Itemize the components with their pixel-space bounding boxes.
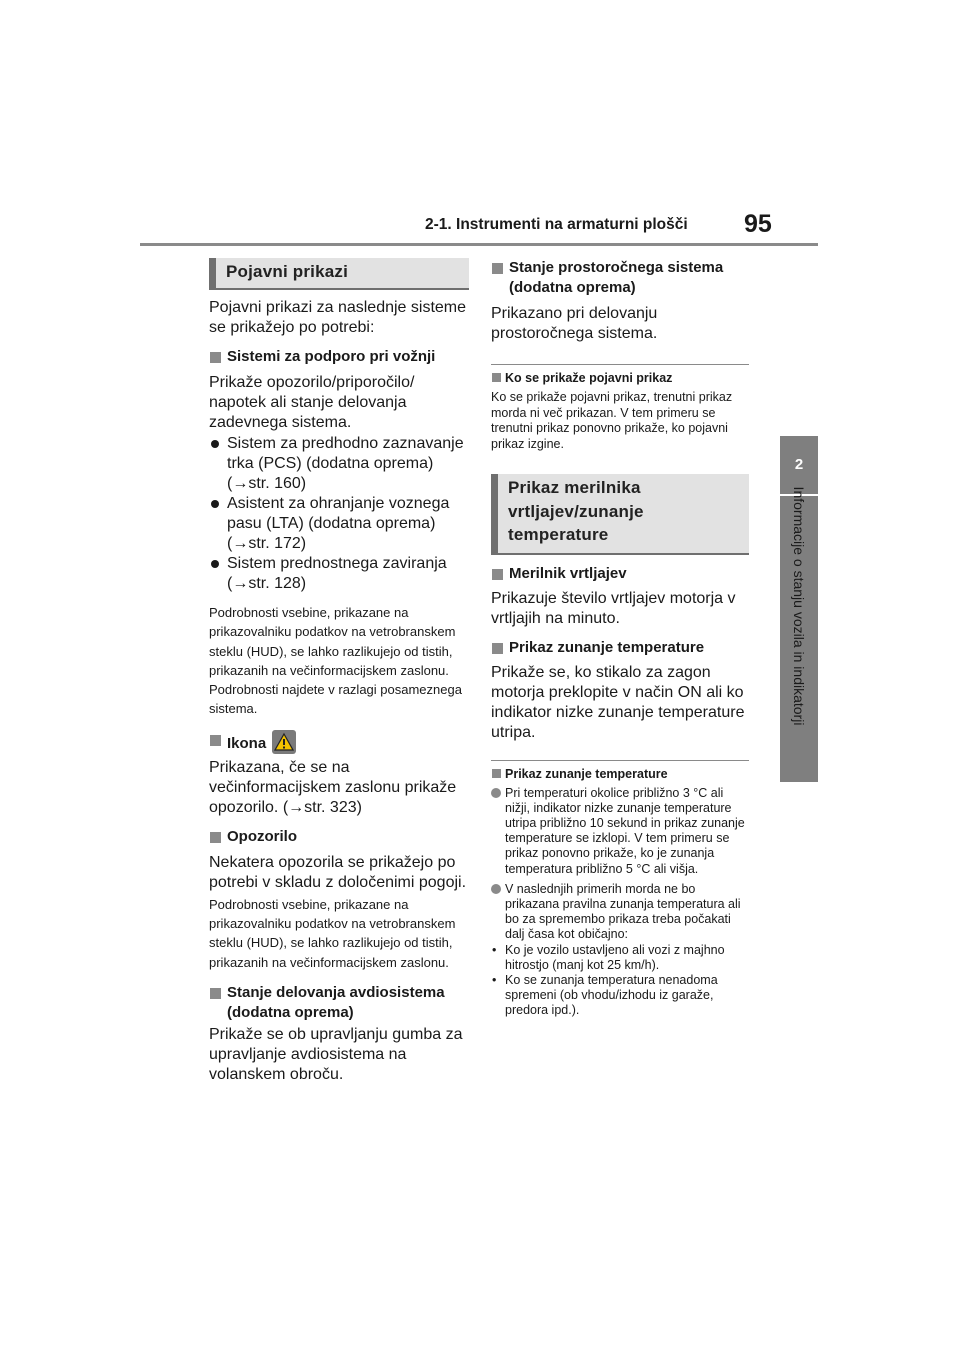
subheading-tachometer: Merilnik vrtljajev	[491, 564, 749, 584]
note-divider-1	[491, 364, 749, 365]
section-heading-tachometer-temp: Prikaz merilnika vrtljajev/zunanje temperature	[491, 474, 749, 555]
tachometer-text: Prikazuje število vrtljajev motorja v vrtljajih na minuto.	[491, 589, 736, 627]
ikona-text: Prikazana, če se na večinformacijskem zaslonu prikaže opozorilo. (→str. 323)	[209, 758, 457, 816]
left-column	[209, 258, 469, 1085]
running-header: 2-1. Instrumenti na armaturni plošči	[425, 216, 688, 233]
note-bullet-incorrect-temp: V naslednjih primerih morda ne bo prikazana pravilna zunanja temperatura ali bo za spremembo prikaza treba počakati dalj časa kot običajno:	[491, 882, 749, 943]
handsfree-text: Prikazano pri delovanju prostoročnega sistema.	[491, 305, 658, 342]
note-dot-sudden-change: • Ko se zunanja temperatura nenadoma spremeni (ob vhodu/izhodu iz garaže, predora ipd.).	[491, 973, 749, 1019]
subheading-driving-support: Sistemi za podporo pri vožnji	[209, 347, 469, 367]
note-text-popup: Ko se prikaže pojavni prikaz, trenutni prikaz morda ni več prikazan. V tem primeru se trenutni prikaz ponovno prikaže, ko pojavni prikaz izgine.	[491, 390, 733, 451]
subheading-opozorilo: Opozorilo	[209, 827, 469, 847]
subheading-audio-status: Stanje delovanja avdiosistema (dodatna oprema)	[209, 983, 469, 1023]
audio-status-text: Prikaže se ob upravljanju gumba za upravljanje avdiosistema na volanskem obroču.	[209, 1025, 463, 1083]
note-title-popup: Ko se prikaže pojavni prikaz	[491, 370, 749, 386]
bullet-pcs: Sistem za predhodno zaznavanje trka (PCS) (dodatna oprema) (→str. 160)	[209, 434, 469, 494]
warning-triangle-icon	[272, 730, 296, 754]
section-heading-pojavni-prikazi: Pojavni prikazi	[209, 258, 469, 290]
right-column	[491, 258, 749, 1019]
note-divider-2	[491, 760, 749, 761]
note-dot-stopped: • Ko je vozilo ustavljeno ali vozi z majhno hitrostjo (manj kot 25 km/h).	[491, 943, 749, 973]
subheading-handsfree-status: Stanje prostoročnega sistema (dodatna oprema)	[491, 258, 749, 298]
bullet-brake-override: Sistem prednostnega zaviranja (→str. 128)	[209, 554, 469, 594]
outside-temp-text: Prikaže se, ko stikalo za zagon motorja preklopite v način ON ali ko indikator nizke zunanje temperature utripa.	[491, 663, 745, 741]
intro-text: Pojavni prikazi za naslednje sisteme se prikažejo po potrebi:	[209, 299, 467, 336]
ikona-label: Ikona	[227, 734, 267, 752]
subheading-outside-temp: Prikaz zunanje temperature	[491, 638, 749, 658]
note-bullet-low-temp: Pri temperaturi okolice približno 3 °C ali nižji, indikator nizke zunanje temperature utripa približno 10 sekund in prikaz zunanje temperature se izklopi. V tem primeru se prikaz ponovno prikaže, ko je zunanja temperatura približno 5 °C ali višja.	[491, 786, 749, 877]
chapter-side-label: Informacije o stanju vozila in indikatorji	[791, 486, 807, 726]
header-divider	[140, 243, 818, 246]
subheading-ikona	[209, 730, 469, 754]
chapter-tab-number: 2	[780, 436, 818, 494]
hud-note-1: Podrobnosti vsebine, prikazane na prikazovalniku podatkov na vetrobranskem steklu (HUD), se lahko razlikujejo od tistih, prikazanih na večinformacijskem zaslonu. Podrobnosti najdete v razlagi posameznega sistema.	[209, 605, 462, 717]
note-title-outside-temp: Prikaz zunanje temperature	[491, 766, 749, 782]
opozorilo-text: Nekatera opozorila se prikažejo po potrebi v skladu z določenimi pogoji.	[209, 853, 467, 891]
driving-support-text: Prikaže opozorilo/priporočilo/ napotek ali stanje delovanja zadevnega sistema.	[209, 374, 415, 431]
bullet-lta: Asistent za ohranjanje voznega pasu (LTA) (dodatna oprema) (→str. 172)	[209, 494, 469, 554]
page-number: 95	[744, 210, 772, 238]
hud-note-2: Podrobnosti vsebine, prikazane na prikazovalniku podatkov na vetrobranskem steklu (HUD), se lahko razlikujejo od tistih, prikazanih na večinformacijskem zaslonu.	[209, 896, 456, 970]
